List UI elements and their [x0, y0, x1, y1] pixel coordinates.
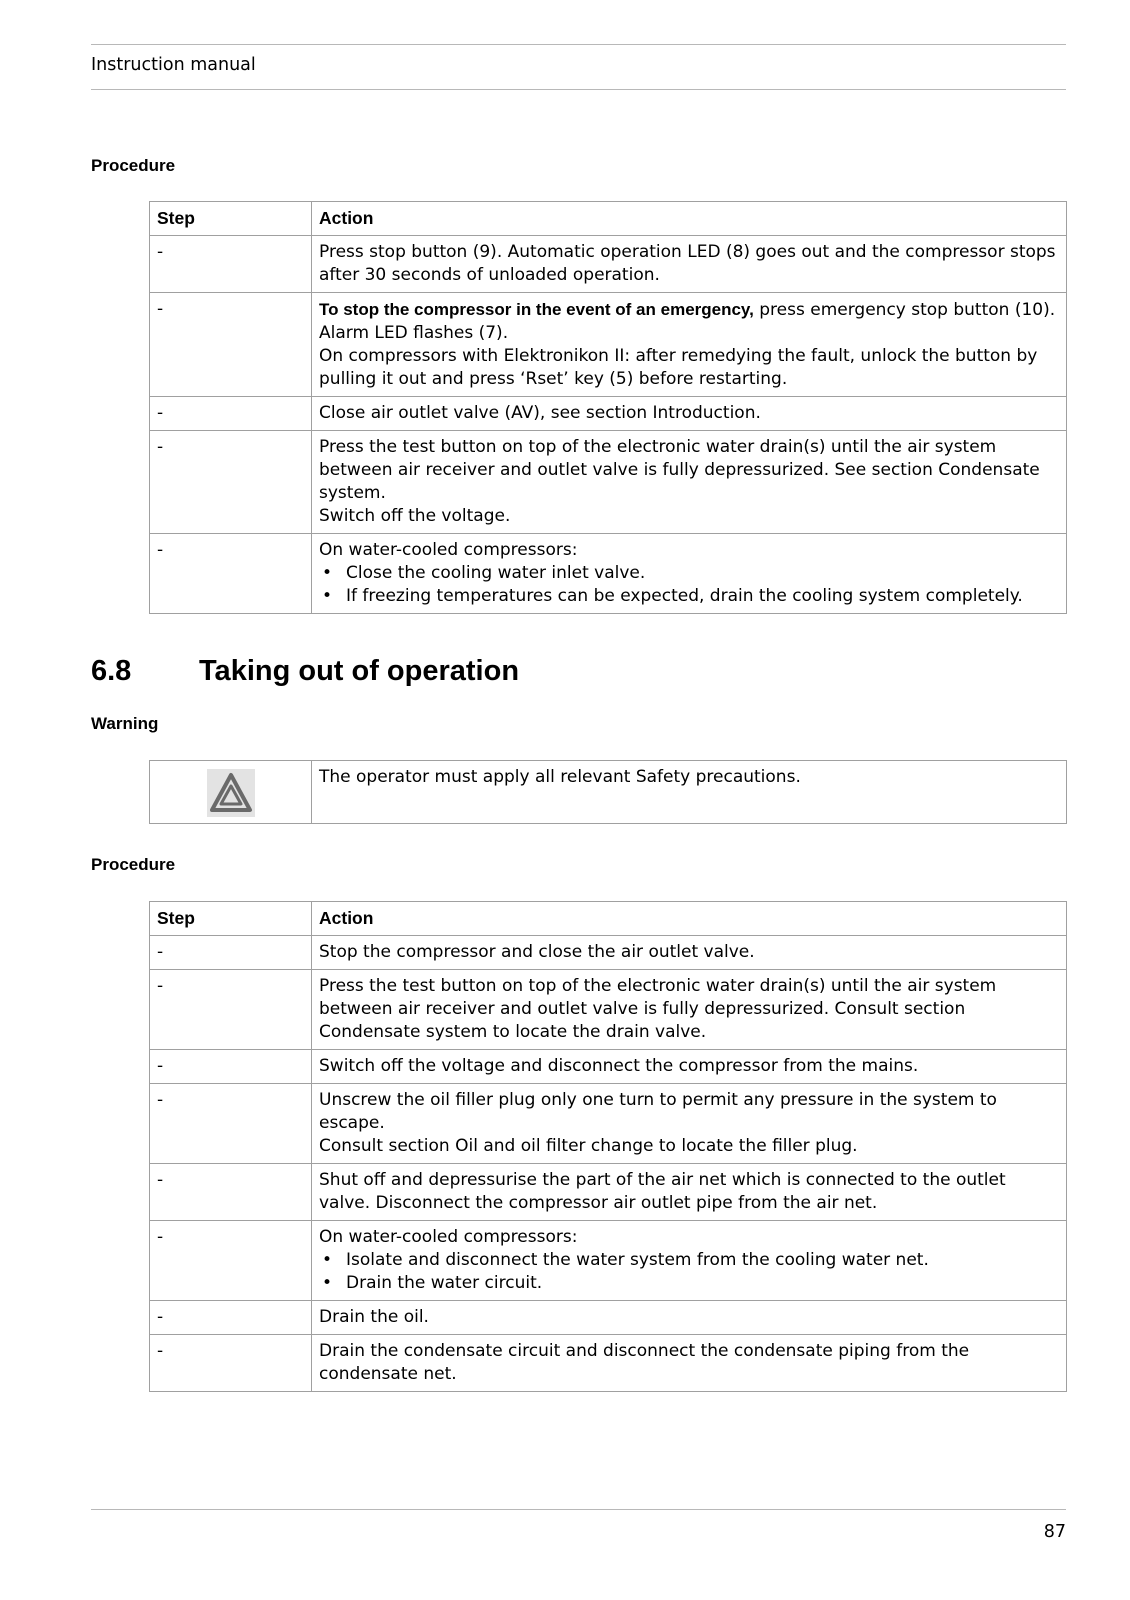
step-cell: -: [150, 1084, 312, 1164]
action-text: Consult section Oil and oil filter change to locate the filler plug.: [319, 1136, 858, 1156]
step-cell: -: [150, 1221, 312, 1301]
table-row: [150, 1050, 1067, 1084]
step-cell: -: [150, 1335, 312, 1392]
table-row: [150, 1301, 1067, 1335]
footer-rule: [91, 1509, 1066, 1510]
action-cell: [312, 431, 1067, 534]
table-row: [150, 936, 1067, 970]
table-row: [150, 970, 1067, 1050]
column-header-step: Step: [150, 202, 312, 236]
step-cell: -: [150, 431, 312, 534]
procedure-label-bottom: Procedure: [91, 855, 176, 874]
action-text: Switch off the voltage.: [319, 506, 511, 526]
table-row: [150, 1335, 1067, 1392]
action-text: Press the test button on top of the electronic water drain(s) until the air system between air receiver and outlet valve is fully depressurized. Consult section Condensate system to locate the drain valve.: [319, 976, 997, 1042]
warning-row: [150, 761, 1067, 824]
warning-triangle-icon: [207, 769, 255, 817]
action-cell: [312, 1050, 1067, 1084]
action-text: Shut off and depressurise the part of the air net which is connected to the outlet valve. Disconnect the compressor air outlet pipe from the air net.: [319, 1170, 1006, 1213]
warning-icon-cell: [150, 761, 312, 824]
action-cell: [312, 936, 1067, 970]
bullet-item: • If freezing temperatures can be expected, drain the cooling system completely.: [319, 585, 1059, 608]
action-text: Unscrew the oil filler plug only one turn to permit any pressure in the system to escape.: [319, 1090, 997, 1133]
procedure-table-top: [149, 201, 1067, 614]
step-cell: -: [150, 534, 312, 614]
table-header-row: [150, 202, 1067, 236]
table-row: [150, 431, 1067, 534]
bullet-item: • Close the cooling water inlet valve.: [319, 562, 1059, 585]
action-cell: [312, 1084, 1067, 1164]
table-row: [150, 397, 1067, 431]
section-number: 6.8: [91, 655, 132, 687]
action-cell: [312, 397, 1067, 431]
action-cell: [312, 236, 1067, 293]
action-text: Press stop button (9). Automatic operation LED (8) goes out and the compressor stops after 30 seconds of unloaded operation.: [319, 242, 1056, 285]
action-text: On water-cooled compressors:: [319, 1227, 578, 1247]
procedure-table-bottom: [149, 901, 1067, 1392]
warning-text: The operator must apply all relevant Safety precautions.: [312, 761, 1067, 824]
step-cell: -: [150, 397, 312, 431]
emergency-bold-text: To stop the compressor in the event of an emergency,: [319, 300, 754, 319]
step-cell: -: [150, 236, 312, 293]
action-text: Drain the oil.: [319, 1307, 429, 1327]
table-row: [150, 1084, 1067, 1164]
bullet-item: • Drain the water circuit.: [319, 1272, 1059, 1295]
column-header-action: Action: [312, 202, 1067, 236]
section-heading: [91, 655, 519, 688]
action-cell: [312, 1221, 1067, 1301]
action-text: Press the test button on top of the electronic water drain(s) until the air system between air receiver and outlet valve is fully depressurized. See section Condensate system.: [319, 437, 1040, 503]
action-text: Stop the compressor and close the air outlet valve.: [319, 942, 755, 962]
column-header-step: Step: [150, 902, 312, 936]
table-row: [150, 1221, 1067, 1301]
action-cell: [312, 293, 1067, 397]
action-cell: [312, 534, 1067, 614]
table-row: [150, 236, 1067, 293]
action-text: Switch off the voltage and disconnect the compressor from the mains.: [319, 1056, 919, 1076]
step-cell: -: [150, 936, 312, 970]
action-text: Close air outlet valve (AV), see section Introduction.: [319, 403, 761, 423]
warning-label: Warning: [91, 714, 159, 733]
action-text: Drain the condensate circuit and disconnect the condensate piping from the condensate net.: [319, 1341, 970, 1384]
action-text: On compressors with Elektronikon II: after remedying the fault, unlock the button by pulling it out and press ‘Rset’ key (5) before restarting.: [319, 346, 1038, 389]
header-rule-bottom: [91, 89, 1066, 90]
action-cell: [312, 1335, 1067, 1392]
warning-table: [149, 760, 1067, 824]
column-header-action: Action: [312, 902, 1067, 936]
page-number: 87: [1043, 1522, 1066, 1542]
emergency-rest-text: press emergency stop button (10). Alarm LED flashes (7).: [319, 300, 1056, 343]
step-cell: -: [150, 1050, 312, 1084]
action-cell: [312, 1164, 1067, 1221]
table-row: [150, 1164, 1067, 1221]
table-header-row: [150, 902, 1067, 936]
bullet-item: • Isolate and disconnect the water system from the cooling water net.: [319, 1249, 1059, 1272]
step-cell: -: [150, 1164, 312, 1221]
step-cell: -: [150, 970, 312, 1050]
procedure-label-top: Procedure: [91, 156, 176, 175]
step-cell: -: [150, 293, 312, 397]
step-cell: -: [150, 1301, 312, 1335]
header-rule-top: [91, 44, 1066, 45]
action-cell: [312, 970, 1067, 1050]
section-title: Taking out of operation: [199, 655, 520, 687]
action-cell: [312, 1301, 1067, 1335]
action-text: On water-cooled compressors:: [319, 540, 578, 560]
table-row: [150, 534, 1067, 614]
header-title: Instruction manual: [91, 55, 256, 75]
table-row: [150, 293, 1067, 397]
action-text: [319, 298, 1059, 345]
